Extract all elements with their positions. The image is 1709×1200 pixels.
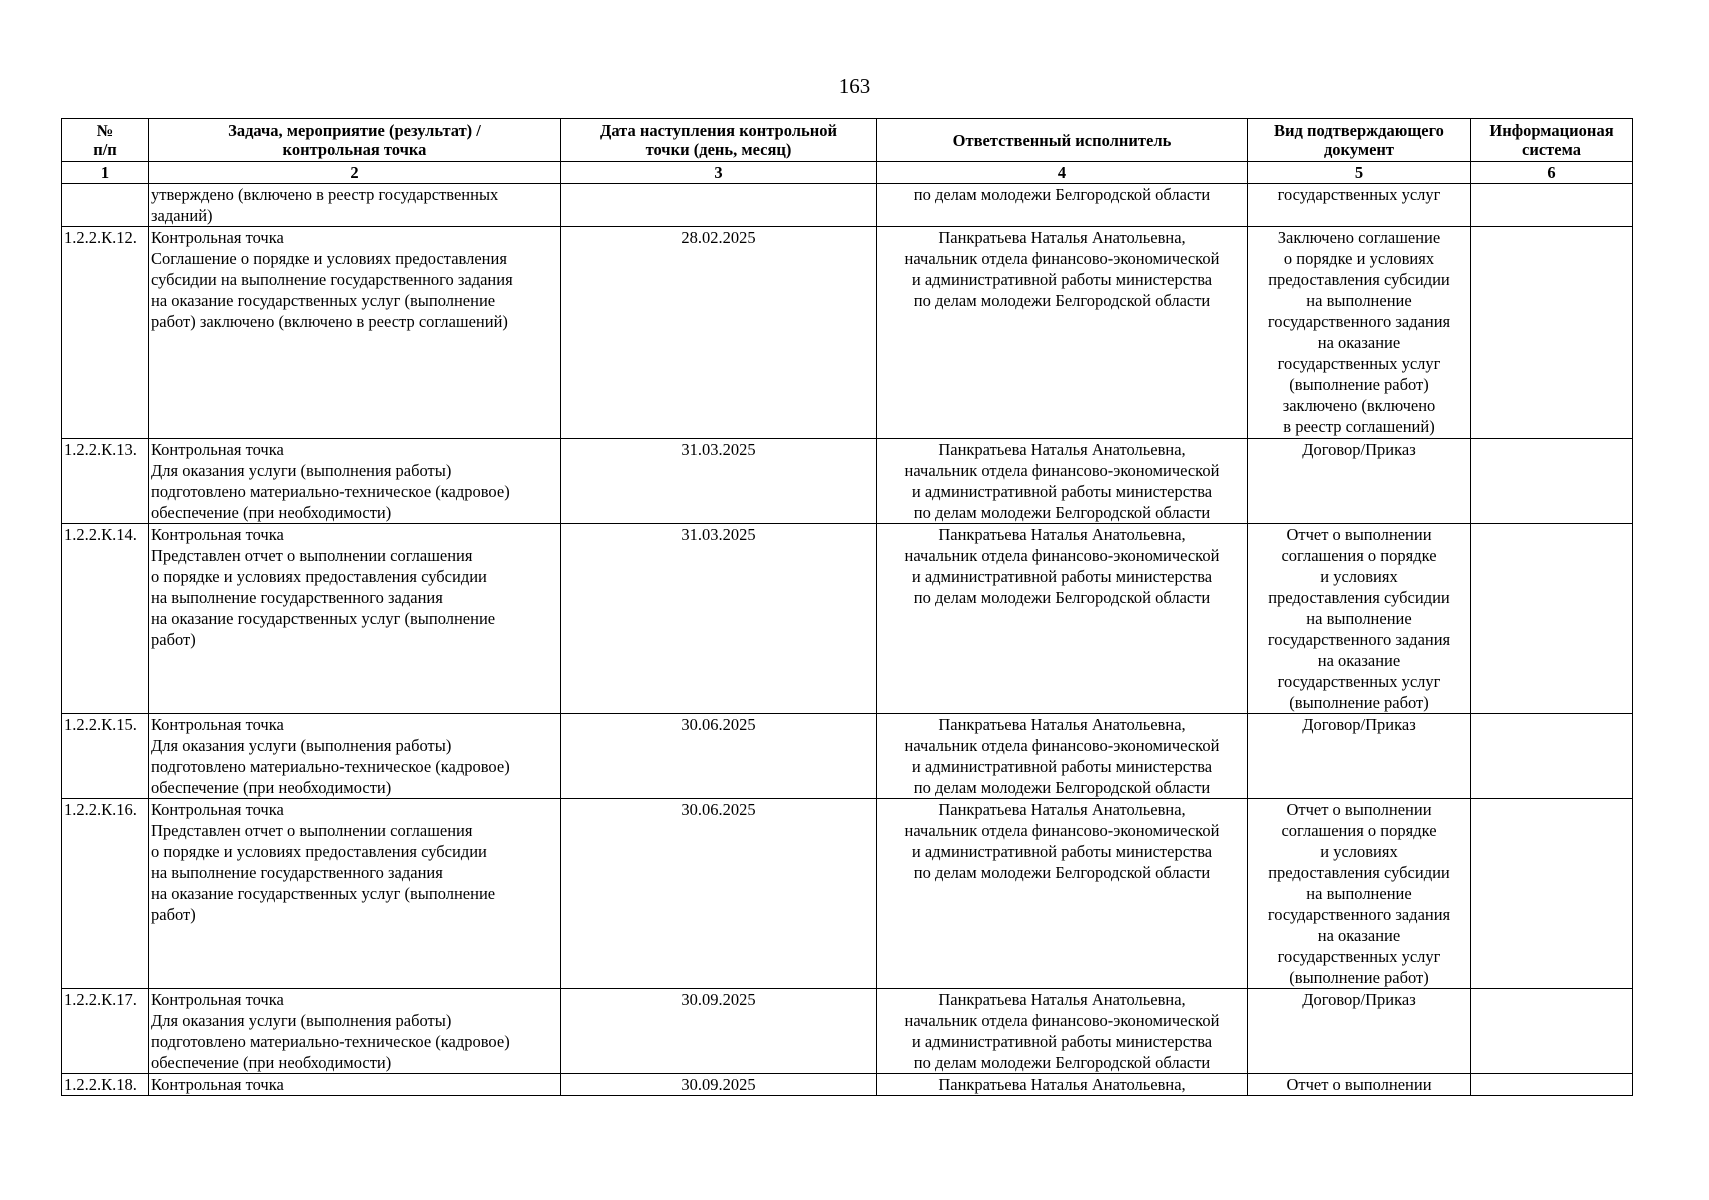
system-cell xyxy=(1471,524,1633,714)
date-cell: 30.09.2025 xyxy=(561,989,877,1074)
header-cell: Задача, мероприятие (результат) / контрольная точка xyxy=(149,119,561,162)
table-row xyxy=(62,227,1633,439)
system-cell xyxy=(1471,439,1633,524)
row-number: 1.2.2.К.18. xyxy=(62,1074,149,1096)
date-cell: 30.06.2025 xyxy=(561,714,877,799)
system-cell xyxy=(1471,799,1633,989)
date-cell xyxy=(561,184,877,227)
responsible-cell: Панкратьева Наталья Анатольевна, начальник отдела финансово-экономической и административной работы министерства по делам молодежи Белгородской области xyxy=(877,524,1248,714)
system-cell xyxy=(1471,227,1633,439)
date-cell: 31.03.2025 xyxy=(561,524,877,714)
date-cell: 30.06.2025 xyxy=(561,799,877,989)
table-row xyxy=(62,184,1633,227)
row-number: 1.2.2.К.16. xyxy=(62,799,149,989)
task-cell: Контрольная точка xyxy=(149,1074,561,1096)
table-row xyxy=(62,989,1633,1074)
date-cell: 31.03.2025 xyxy=(561,439,877,524)
task-cell: Контрольная точка Представлен отчет о выполнении соглашения о порядке и условиях предоставления субсидии на выполнение государственного задания на оказание государственных услуг (выполнение работ) xyxy=(149,524,561,714)
table-row xyxy=(62,439,1633,524)
document-cell: Договор/Приказ xyxy=(1248,989,1471,1074)
responsible-cell: по делам молодежи Белгородской области xyxy=(877,184,1248,227)
task-cell: Контрольная точка Для оказания услуги (выполнения работы) подготовлено материально-техническое (кадровое) обеспечение (при необходимости) xyxy=(149,439,561,524)
task-cell: Контрольная точка Представлен отчет о выполнении соглашения о порядке и условиях предоставления субсидии на выполнение государственного задания на оказание государственных услуг (выполнение работ) xyxy=(149,799,561,989)
header-cell: Ответственный исполнитель xyxy=(877,119,1248,162)
header-row xyxy=(62,119,1633,162)
column-number: 1 xyxy=(62,162,149,184)
header-cell: Вид подтверждающего документ xyxy=(1248,119,1471,162)
responsible-cell: Панкратьева Наталья Анатольевна, начальник отдела финансово-экономической и административной работы министерства по делам молодежи Белгородской области xyxy=(877,714,1248,799)
row-number: 1.2.2.К.12. xyxy=(62,227,149,439)
system-cell xyxy=(1471,714,1633,799)
system-cell xyxy=(1471,989,1633,1074)
row-number: 1.2.2.К.15. xyxy=(62,714,149,799)
document-cell: Отчет о выполнении соглашения о порядке и условиях предоставления субсидии на выполнение государственного задания на оказание государственных услуг (выполнение работ) xyxy=(1248,524,1471,714)
system-cell xyxy=(1471,184,1633,227)
document-cell: Договор/Приказ xyxy=(1248,714,1471,799)
document-cell: Заключено соглашение о порядке и условиях предоставления субсидии на выполнение государственного задания на оказание государственных услуг (выполнение работ) заключено (включено в реестр соглашений) xyxy=(1248,227,1471,439)
responsible-cell: Панкратьева Наталья Анатольевна, начальник отдела финансово-экономической и административной работы министерства по делам молодежи Белгородской области xyxy=(877,799,1248,989)
table-row xyxy=(62,714,1633,799)
row-number: 1.2.2.К.17. xyxy=(62,989,149,1074)
responsible-cell: Панкратьева Наталья Анатольевна, начальник отдела финансово-экономической и административной работы министерства по делам молодежи Белгородской области xyxy=(877,227,1248,439)
responsible-cell: Панкратьева Наталья Анатольевна, начальник отдела финансово-экономической и административной работы министерства по делам молодежи Белгородской области xyxy=(877,989,1248,1074)
table-row xyxy=(62,524,1633,714)
column-number: 6 xyxy=(1471,162,1633,184)
column-number: 5 xyxy=(1248,162,1471,184)
document-cell: Отчет о выполнении xyxy=(1248,1074,1471,1096)
header-cell: Информационая система xyxy=(1471,119,1633,162)
system-cell xyxy=(1471,1074,1633,1096)
task-cell: Контрольная точка Для оказания услуги (выполнения работы) подготовлено материально-техническое (кадровое) обеспечение (при необходимости) xyxy=(149,989,561,1074)
document-cell: Договор/Приказ xyxy=(1248,439,1471,524)
date-cell: 30.09.2025 xyxy=(561,1074,877,1096)
task-cell: утверждено (включено в реестр государственных заданий) xyxy=(149,184,561,227)
column-number: 4 xyxy=(877,162,1248,184)
task-cell: Контрольная точка Для оказания услуги (выполнения работы) подготовлено материально-техническое (кадровое) обеспечение (при необходимости) xyxy=(149,714,561,799)
table-row xyxy=(62,1074,1633,1096)
column-number: 2 xyxy=(149,162,561,184)
task-cell: Контрольная точка Соглашение о порядке и условиях предоставления субсидии на выполнение государственного задания на оказание государственных услуг (выполнение работ) заключено (включено в реестр соглашений) xyxy=(149,227,561,439)
header-cell: Дата наступления контрольной точки (день, месяц) xyxy=(561,119,877,162)
control-points-table xyxy=(61,118,1633,1096)
table-row xyxy=(62,799,1633,989)
date-cell: 28.02.2025 xyxy=(561,227,877,439)
document-cell: Отчет о выполнении соглашения о порядке и условиях предоставления субсидии на выполнение государственного задания на оказание государственных услуг (выполнение работ) xyxy=(1248,799,1471,989)
responsible-cell: Панкратьева Наталья Анатольевна, xyxy=(877,1074,1248,1096)
column-number: 3 xyxy=(561,162,877,184)
row-number: 1.2.2.К.13. xyxy=(62,439,149,524)
page-number: 163 xyxy=(838,74,871,98)
document-cell: государственных услуг xyxy=(1248,184,1471,227)
row-number xyxy=(62,184,149,227)
header-cell: № п/п xyxy=(62,119,149,162)
column-numbers-row xyxy=(62,162,1633,184)
row-number: 1.2.2.К.14. xyxy=(62,524,149,714)
responsible-cell: Панкратьева Наталья Анатольевна, начальник отдела финансово-экономической и административной работы министерства по делам молодежи Белгородской области xyxy=(877,439,1248,524)
